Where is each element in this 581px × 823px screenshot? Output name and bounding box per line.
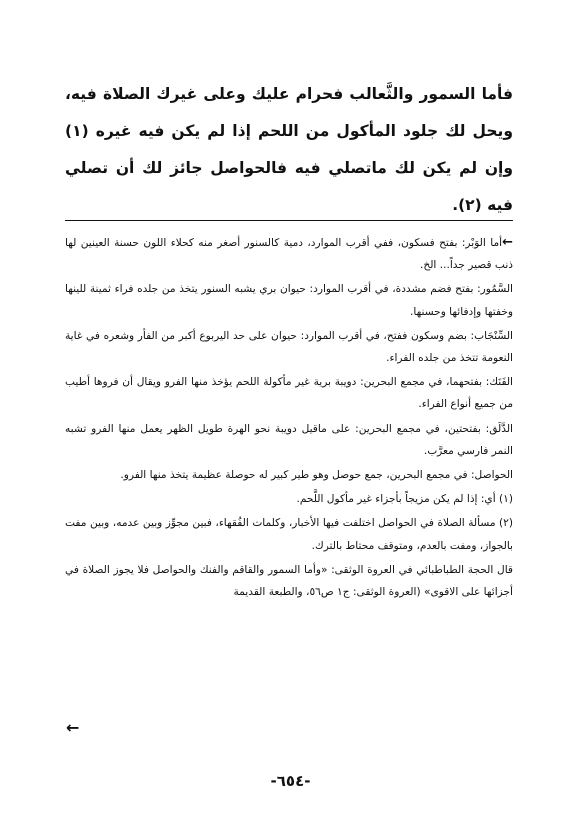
footnote-7: (١) أي: إذا لم يكن مزيجاً بأجزاء غير مأكول اللَّحم. — [296, 493, 513, 506]
page-number: -٦٥٤- — [270, 772, 311, 790]
footnote-2: السَّمُور: بفتح فضم مشددة، في أقرب الموارد: حيوان بري يشبه السنور يتخذ من جلده فراء ثمينة للينها وخفتها وإدفائها وحسنها. — [65, 283, 513, 318]
footnote-5: الدَّلَق: بفتحتين، في مجمع البحرين: على ماقيل دويبة نحو الهرة طويل الظهر يعمل منها الفرو تشبه النمر فارسي معرَّب. — [65, 422, 513, 457]
footnote-4: الفَنَك: بفتحهما، في مجمع البحرين: دويبة برية غير مأكولة اللحم يؤخذ منها الفرو ويقال أن فروها أطيب من جميع أنواع الفراء. — [65, 376, 513, 411]
continuation-arrow-icon: ← — [502, 235, 513, 250]
footnote-8: (٢) مسألة الصلاة في الحواصل اختلفت فيها الأخبار، وكلمات الفُقهاء، فبين مجوِّز وبين عدمه، وبين مفت بالجواز، ومفت بالعدم، ومتوقف محتاط بالترك. — [65, 517, 513, 552]
footnotes-block — [65, 232, 513, 605]
main-paragraph: فأما السمور والثَّعالب فحرام عليك وعلى غيرك الصلاة فيه، ويحل لك جلود المأكول من اللحم إذا لم يكن فيه غيره (١) وإن لم يكن لك ماتصلي فيه فالحواصل جائز لك أن تصلي فيه (٢). — [65, 85, 513, 214]
footnote-6: الحواصل: في مجمع البحرين، جمع حوصل وهو طير كبير له حوصلة عظيمة يتخذ منها الفرو. — [120, 469, 513, 482]
footnote-1-text: أما الوَبْر: بفتح فسكون، ففي أقرب الموارد، دمية كالسنور أصغر منه كحلاء اللون حسنة العينين لها ذنب قصير جداً... الخ. — [65, 237, 513, 272]
main-text-block — [65, 76, 513, 224]
footnote-1 — [65, 232, 513, 276]
footnote-3: السِّنْجَاب: بضم وسكون ففتح، في أقرب الموارد: حيوان على حد اليربوع أكبر من الفأر وشعره في غاية النعومة تتخذ من جلده الفراء. — [65, 329, 513, 365]
footnote-9: قال الحجة الطباطبائي في العروة الوثقى: «وأما السمور والقاقم والفنك والحواصل فلا يجوز الصلاة في أجزائها على الاقوى» (العروة الوثقى: ج١ ص٥٦، والطبعة القديمة — [65, 563, 513, 599]
next-page-arrow-icon: ← — [66, 718, 80, 737]
footnote-divider — [65, 220, 513, 221]
